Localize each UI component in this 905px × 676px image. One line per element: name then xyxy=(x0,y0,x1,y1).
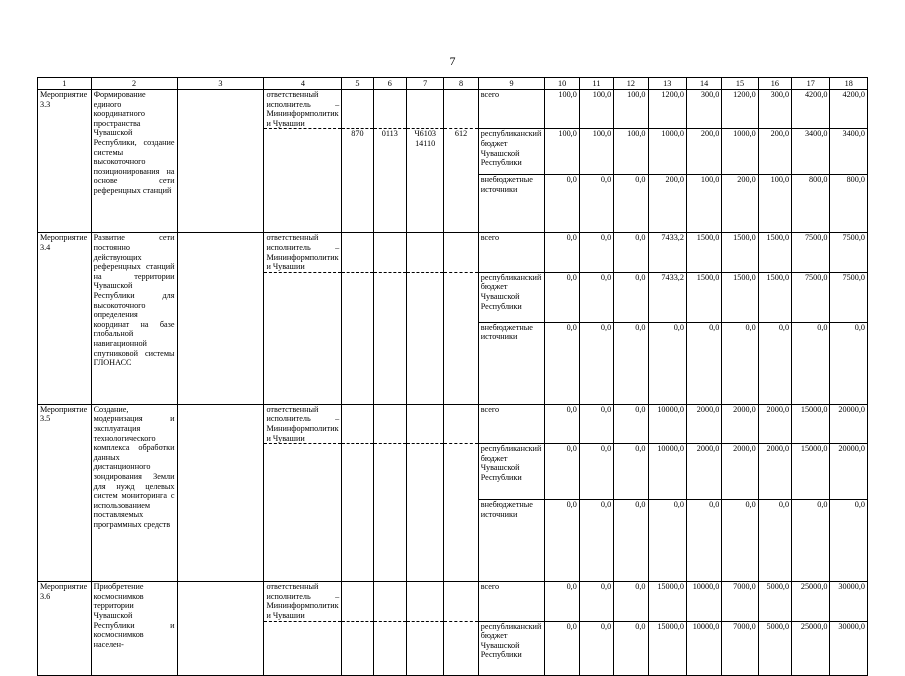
code-csr: Ч6103 14110 xyxy=(406,129,443,233)
funding-value: 10000,0 xyxy=(686,621,721,675)
event-id: Мероприятие 3.3 xyxy=(38,90,92,233)
funding-value: 1500,0 xyxy=(758,272,791,322)
column-number: 13 xyxy=(648,78,686,90)
funding-value: 25000,0 xyxy=(792,621,830,675)
funding-value: 0,0 xyxy=(579,322,613,404)
funding-value: 20000,0 xyxy=(830,404,868,443)
funding-value: 0,0 xyxy=(614,272,648,322)
event-description: Развитие сети постоянно действующих референцных станций на территории Чувашской Республики для высокоточного определения координат на базе глобальной навигационной спутниковой системы ГЛОНАСС xyxy=(91,233,177,404)
column-number: 10 xyxy=(545,78,579,90)
funding-value: 100,0 xyxy=(686,175,721,233)
event-executor: ответственный исполнитель – Мининформполитики Чувашии xyxy=(264,404,342,443)
funding-value: 1200,0 xyxy=(722,90,758,129)
code-grbs xyxy=(342,404,373,443)
funding-value: 0,0 xyxy=(792,322,830,404)
funding-value: 0,0 xyxy=(792,500,830,582)
funding-value: 1500,0 xyxy=(686,233,721,272)
event-executor-cont xyxy=(264,129,342,233)
funding-value: 0,0 xyxy=(545,233,579,272)
funding-value: 100,0 xyxy=(545,90,579,129)
funding-value: 0,0 xyxy=(579,272,613,322)
code-rzpr: 0113 xyxy=(373,129,406,233)
event-id: Мероприятие 3.5 xyxy=(38,404,92,581)
funding-value: 0,0 xyxy=(579,444,613,500)
event-id: Мероприятие 3.4 xyxy=(38,233,92,404)
funding-value: 300,0 xyxy=(758,90,791,129)
funding-value: 100,0 xyxy=(545,129,579,175)
code-grbs xyxy=(342,582,373,621)
event-executor-cont xyxy=(264,444,342,582)
funding-value: 2000,0 xyxy=(722,404,758,443)
funding-value: 15000,0 xyxy=(792,404,830,443)
funding-value: 7433,2 xyxy=(648,272,686,322)
funding-value: 800,0 xyxy=(830,175,868,233)
table-body xyxy=(38,78,868,676)
funding-value: 3400,0 xyxy=(792,129,830,175)
funding-value: 1500,0 xyxy=(722,233,758,272)
event-description: Создание, модернизация и эксплуатация технологического комплекса обработки данных дистанционного зондирования Земли для нужд целевых систем мониторинга с использованием поставляемых программных средств xyxy=(91,404,177,581)
funding-value: 0,0 xyxy=(545,322,579,404)
funding-source: республиканский бюджет Чувашской Республики xyxy=(478,129,545,175)
funding-value: 1500,0 xyxy=(686,272,721,322)
column-number: 16 xyxy=(758,78,791,90)
funding-value: 1500,0 xyxy=(758,233,791,272)
event-target-cell xyxy=(177,404,264,581)
funding-value: 3400,0 xyxy=(830,129,868,175)
funding-value: 0,0 xyxy=(545,175,579,233)
funding-value: 0,0 xyxy=(686,322,721,404)
column-number: 7 xyxy=(406,78,443,90)
column-number: 14 xyxy=(686,78,721,90)
funding-value: 100,0 xyxy=(614,129,648,175)
funding-value: 0,0 xyxy=(545,404,579,443)
funding-source: внебюджетные источники xyxy=(478,175,545,233)
funding-value: 30000,0 xyxy=(830,582,868,621)
column-number: 5 xyxy=(342,78,373,90)
funding-value: 5000,0 xyxy=(758,621,791,675)
funding-source: всего xyxy=(478,582,545,621)
event-executor: ответственный исполнитель – Мининформполитики Чувашии xyxy=(264,582,342,621)
funding-value: 7000,0 xyxy=(722,621,758,675)
event-executor: ответственный исполнитель – Мининформполитики Чувашии xyxy=(264,233,342,272)
column-number-row xyxy=(38,78,868,90)
table-row xyxy=(38,404,868,443)
funding-value: 0,0 xyxy=(648,322,686,404)
funding-source: республиканский бюджет Чувашской Республики xyxy=(478,272,545,322)
code-vr xyxy=(444,621,478,675)
funding-value: 0,0 xyxy=(722,322,758,404)
funding-source: республиканский бюджет Чувашской Республики xyxy=(478,444,545,500)
funding-value: 0,0 xyxy=(614,233,648,272)
funding-value: 0,0 xyxy=(830,322,868,404)
column-number: 11 xyxy=(579,78,613,90)
code-grbs xyxy=(342,621,373,675)
funding-value: 0,0 xyxy=(579,233,613,272)
code-vr xyxy=(444,233,478,272)
column-number: 8 xyxy=(444,78,478,90)
column-number: 9 xyxy=(478,78,545,90)
code-grbs xyxy=(342,233,373,272)
funding-value: 0,0 xyxy=(614,621,648,675)
funding-value: 0,0 xyxy=(545,444,579,500)
funding-value: 2000,0 xyxy=(758,404,791,443)
code-grbs xyxy=(342,272,373,404)
code-csr xyxy=(406,621,443,675)
funding-value: 30000,0 xyxy=(830,621,868,675)
funding-value: 10000,0 xyxy=(686,582,721,621)
funding-value: 15000,0 xyxy=(648,621,686,675)
funding-value: 100,0 xyxy=(579,90,613,129)
funding-value: 200,0 xyxy=(758,129,791,175)
funding-value: 0,0 xyxy=(830,500,868,582)
funding-value: 300,0 xyxy=(686,90,721,129)
code-vr xyxy=(444,582,478,621)
code-grbs: 870 xyxy=(342,129,373,233)
column-number: 4 xyxy=(264,78,342,90)
funding-value: 5000,0 xyxy=(758,582,791,621)
funding-value: 2000,0 xyxy=(686,444,721,500)
funding-value: 7500,0 xyxy=(830,272,868,322)
code-csr xyxy=(406,444,443,582)
funding-value: 0,0 xyxy=(614,322,648,404)
funding-value: 800,0 xyxy=(792,175,830,233)
code-vr xyxy=(444,444,478,582)
funding-value: 2000,0 xyxy=(758,444,791,500)
funding-value: 0,0 xyxy=(579,175,613,233)
funding-value: 0,0 xyxy=(614,444,648,500)
page-number: 7 xyxy=(449,54,456,68)
funding-value: 7433,2 xyxy=(648,233,686,272)
funding-value: 1500,0 xyxy=(722,272,758,322)
column-number: 18 xyxy=(830,78,868,90)
funding-value: 10000,0 xyxy=(648,404,686,443)
column-number: 6 xyxy=(373,78,406,90)
event-description: Приобретение космоснимков территории Чувашской Республики и космоснимков населен- xyxy=(91,582,177,675)
funding-source: всего xyxy=(478,404,545,443)
budget-table xyxy=(37,77,868,676)
funding-value: 0,0 xyxy=(545,500,579,582)
funding-value: 0,0 xyxy=(614,500,648,582)
funding-value: 100,0 xyxy=(579,129,613,175)
code-rzpr xyxy=(373,272,406,404)
code-vr xyxy=(444,404,478,443)
table-row xyxy=(38,233,868,272)
funding-value: 7000,0 xyxy=(722,582,758,621)
code-grbs xyxy=(342,90,373,129)
code-vr: 612 xyxy=(444,129,478,233)
event-target-cell xyxy=(177,233,264,404)
funding-value: 100,0 xyxy=(758,175,791,233)
code-csr xyxy=(406,90,443,129)
column-number: 2 xyxy=(91,78,177,90)
code-csr xyxy=(406,582,443,621)
code-grbs xyxy=(342,444,373,582)
code-rzpr xyxy=(373,444,406,582)
funding-value: 0,0 xyxy=(579,404,613,443)
event-executor: ответственный исполнитель – Мининформполитики Чувашии xyxy=(264,90,342,129)
funding-value: 200,0 xyxy=(686,129,721,175)
event-id: Мероприятие 3.6 xyxy=(38,582,92,675)
code-csr xyxy=(406,404,443,443)
funding-value: 0,0 xyxy=(579,582,613,621)
funding-value: 1200,0 xyxy=(648,90,686,129)
table-row xyxy=(38,582,868,621)
funding-source: республиканский бюджет Чувашской Республики xyxy=(478,621,545,675)
funding-value: 0,0 xyxy=(722,500,758,582)
funding-value: 200,0 xyxy=(648,175,686,233)
event-target-cell xyxy=(177,582,264,675)
funding-value: 4200,0 xyxy=(792,90,830,129)
code-rzpr xyxy=(373,582,406,621)
funding-value: 0,0 xyxy=(579,621,613,675)
event-executor-cont xyxy=(264,621,342,675)
table-row xyxy=(38,90,868,129)
funding-value: 15000,0 xyxy=(792,444,830,500)
code-rzpr xyxy=(373,233,406,272)
code-vr xyxy=(444,90,478,129)
column-number: 12 xyxy=(614,78,648,90)
column-number: 1 xyxy=(38,78,92,90)
funding-value: 4200,0 xyxy=(830,90,868,129)
funding-value: 0,0 xyxy=(614,175,648,233)
funding-value: 0,0 xyxy=(648,500,686,582)
code-csr xyxy=(406,233,443,272)
column-number: 17 xyxy=(792,78,830,90)
code-rzpr xyxy=(373,404,406,443)
column-number: 3 xyxy=(177,78,264,90)
funding-value: 0,0 xyxy=(614,404,648,443)
event-executor-cont xyxy=(264,272,342,404)
funding-value: 0,0 xyxy=(614,582,648,621)
code-rzpr xyxy=(373,90,406,129)
column-number: 15 xyxy=(722,78,758,90)
funding-source: внебюджетные источники xyxy=(478,500,545,582)
funding-value: 100,0 xyxy=(614,90,648,129)
code-rzpr xyxy=(373,621,406,675)
funding-value: 2000,0 xyxy=(686,404,721,443)
funding-value: 200,0 xyxy=(722,175,758,233)
code-vr xyxy=(444,272,478,404)
funding-value: 0,0 xyxy=(545,272,579,322)
funding-source: внебюджетные источники xyxy=(478,322,545,404)
event-description: Формирование единого координатного пространства Чувашской Республики, создание системы высокоточного позиционирования на основе сети референцных станций xyxy=(91,90,177,233)
funding-value: 0,0 xyxy=(579,500,613,582)
funding-value: 0,0 xyxy=(758,500,791,582)
funding-value: 0,0 xyxy=(686,500,721,582)
funding-value: 20000,0 xyxy=(830,444,868,500)
funding-value: 15000,0 xyxy=(648,582,686,621)
funding-value: 2000,0 xyxy=(722,444,758,500)
funding-value: 7500,0 xyxy=(792,233,830,272)
funding-value: 0,0 xyxy=(758,322,791,404)
funding-value: 1000,0 xyxy=(722,129,758,175)
funding-source: всего xyxy=(478,90,545,129)
funding-value: 0,0 xyxy=(545,621,579,675)
funding-value: 0,0 xyxy=(545,582,579,621)
funding-value: 7500,0 xyxy=(830,233,868,272)
code-csr xyxy=(406,272,443,404)
event-target-cell xyxy=(177,90,264,233)
funding-value: 1000,0 xyxy=(648,129,686,175)
funding-value: 25000,0 xyxy=(792,582,830,621)
funding-source: всего xyxy=(478,233,545,272)
funding-value: 10000,0 xyxy=(648,444,686,500)
funding-value: 7500,0 xyxy=(792,272,830,322)
